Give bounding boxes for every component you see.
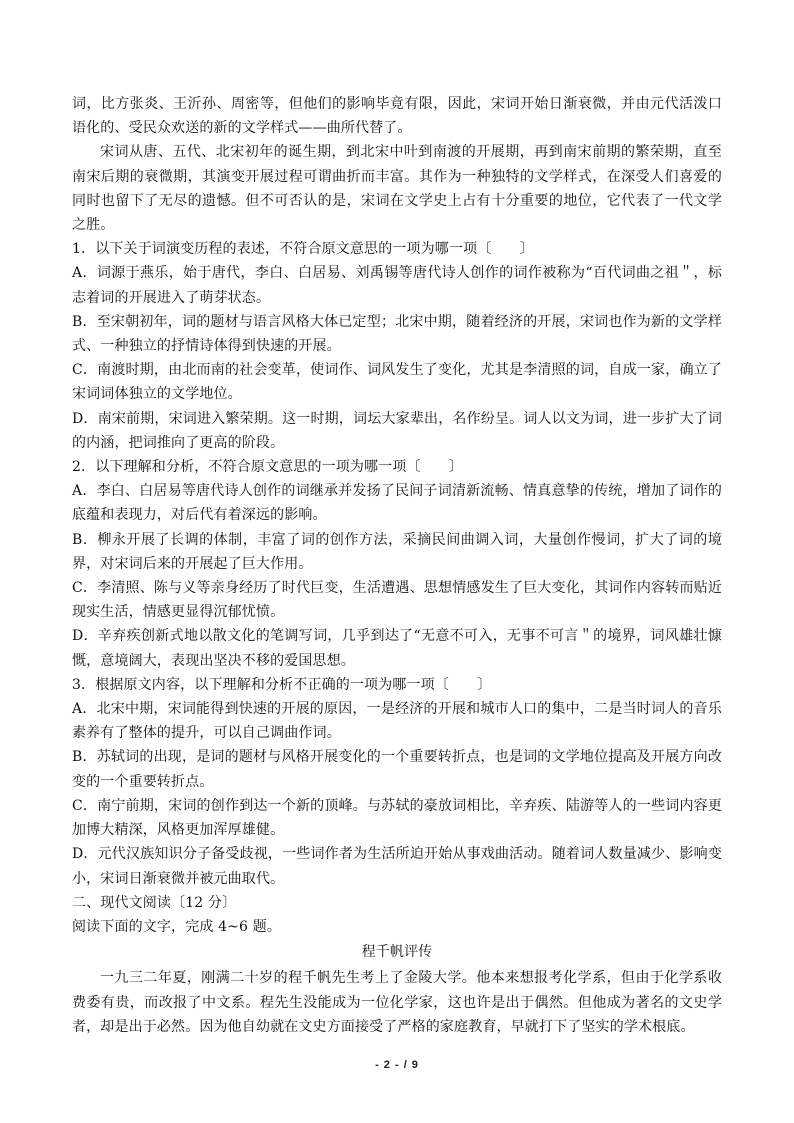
- question-3-option-c: C．南宁前期，宋词的创作到达一个新的顶峰。与苏轼的豪放词相比，辛弃疾、陆游等人的一些词内容更加博大精深，风格更加浑厚雄健。: [72, 797, 722, 839]
- paragraph-summary: 宋词从唐、五代、北宋初年的诞生期，到北宋中叶到南渡的开展期，再到南宋前期的繁荣期，直至南宋后期的衰微期，其演变开展过程可谓曲折而丰富。其作为一种独特的文学样式，在深受人们喜爱的同时也留下了无尽的遗憾。但不可否认的是，宋词在文学史上占有十分重要的地位，它代表了一代文学之胜。: [72, 144, 722, 234]
- article-title: 程千帆评传: [361, 944, 433, 961]
- question-1-option-a: A．词源于燕乐，始于唐代，李白、白居易、刘禹锡等唐代诗人创作的词作被称为“百代词曲之祖＂，标志着词的开展进入了萌芽状态。: [72, 265, 722, 306]
- paragraph-continued: 词，比方张炎、王沂孙、周密等，但他们的影响毕竟有限，因此，宋词开始日渐衰微，并由元代活泼口语化的、受民众欢送的新的文学样式——曲所代替了。: [72, 96, 722, 137]
- question-1-option-d: D．南宋前期，宋词进入繁荣期。这一时期，词坛大家辈出，名作纷呈。词人以文为词，进一步扩大了词的内涵，把词推向了更高的阶段。: [72, 410, 722, 451]
- question-1-option-c: C．南渡时期，由北而南的社会变革，使词作、词风发生了变化，尤其是李清照的词，自成一家，确立了宋词词体独立的文学地位。: [72, 362, 722, 403]
- question-2-option-d: D．辛弃疾创新式地以散文化的笔调写词，几乎到达了“无意不可入，无事不可言＂的境界，词风雄壮慷慨，意境阔大，表现出坚决不移的爱国思想。: [72, 628, 722, 669]
- question-3-option-d: D．元代汉族知识分子备受歧视，一些词作者为生活所迫开始从事戏曲活动。随着词人数量减少、影响变小，宋词日渐衰微并被元曲取代。: [72, 846, 722, 887]
- question-1-option-b: B．至宋朝初年，词的题材与语言风格大体已定型；北宋中期，随着经济的开展，宋词也作为新的文学样式、一种独立的抒情诗体得到快速的开展。: [72, 313, 722, 355]
- page-content: [72, 92, 722, 1039]
- question-2-stem: 2．以下理解和分析，不符合原文意思的一项为哪一项〔 〕: [72, 459, 464, 476]
- question-2-option-a: A．李白、白居易等唐代诗人创作的词继承并发扬了民间子词清新流畅、情真意挚的传统，增加了词作的底蕴和表现力，对后代有着深远的影响。: [72, 483, 722, 524]
- section-heading: 二、现代文阅读〔12 分〕: [72, 894, 237, 911]
- question-3-stem: 3．根据原文内容，以下理解和分析不正确的一项为哪一项〔 〕: [72, 676, 492, 693]
- question-2-option-b: B．柳永开展了长调的体制，丰富了词的创作方法，采摘民间曲调入词，大量创作慢词，扩大了词的境界，对宋词后来的开展起了巨大作用。: [72, 531, 722, 572]
- section-instruction: 阅读下面的文字，完成 4~6 题。: [72, 918, 281, 935]
- page-number: - 2 - / 9: [375, 1059, 419, 1071]
- question-3-option-b: B．苏轼词的出现，是词的题材与风格开展变化的一个重要转折点，也是词的文学地位提高及开展方向改变的一个重要转折点。: [72, 749, 722, 790]
- question-3-option-a: A．北宋中期，宋词能得到快速的开展的原因，一是经济的开展和城市人口的集中，二是当时词人的音乐素养有了整体的提升，可以自己调曲作词。: [72, 701, 722, 742]
- question-1-stem: 1．以下关于词演变历程的表述，不符合原文意思的一项为哪一项〔 〕: [72, 241, 534, 258]
- article-paragraph-1: 一九三二年夏，刚满二十岁的程千帆先生考上了金陵大学。他本来想报考化学系，但由于化学系收费委有贵，而改报了中文系。程先生没能成为一位化学家，这也许是出于偶然。但他成为著名的文史学者，却是出于必然。因为他自幼就在文史方面接受了严格的家庭教育，早就打下了坚实的学术根底。: [72, 970, 722, 1035]
- question-2-option-c: C．李清照、陈与义等亲身经历了时代巨变，生活遭遇、思想情感发生了巨大变化，其词作内容转而贴近现实生活，情感更显得沉郁忧愤。: [72, 580, 722, 621]
